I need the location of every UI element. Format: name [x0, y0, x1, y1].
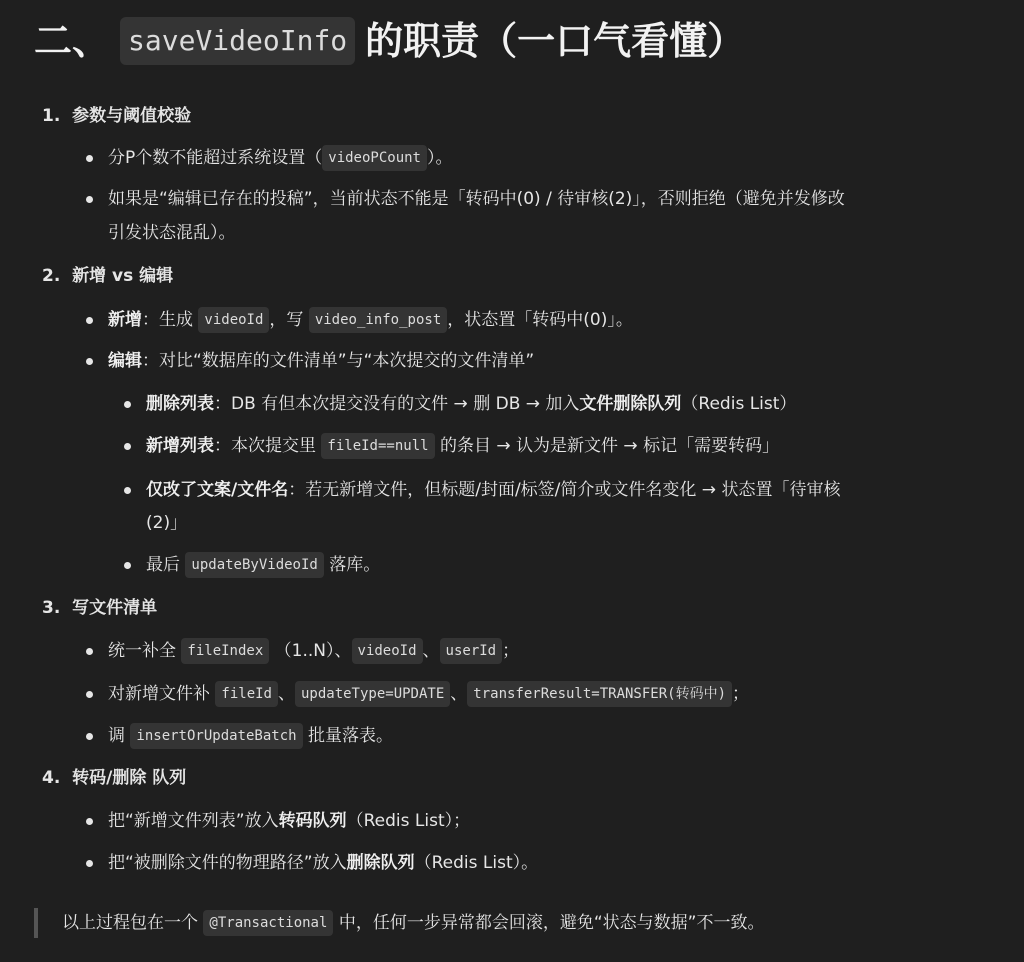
list-item: 分P个数不能超过系统设置（ videoPCount ）。: [108, 144, 452, 172]
section-4-title: 4. 转码/删除 队列: [42, 768, 187, 788]
inline-code: userId: [440, 638, 503, 664]
list-item: 对新增文件补 fileId 、 updateType=UPDATE 、 transferResult=TRANSFER(转码中) ；: [108, 680, 749, 708]
list-item: 把“被删除文件的物理路径”放入删除队列（Redis List）。: [108, 853, 539, 873]
heading-prefix: 二、: [34, 19, 111, 63]
inline-code: transferResult=TRANSFER(转码中): [467, 681, 732, 707]
list-item: 如果是“编辑已存在的投稿”，当前状态不能是「转码中(0) / 待审核(2)」，否则拒绝（避免并发修改: [108, 189, 845, 209]
bullet: [124, 401, 131, 408]
section-2-title: 2. 新增 vs 编辑: [42, 266, 174, 286]
blockquote: 以上过程包在一个 @Transactional 中，任何一步异常都会回滚，避免“状态与数据”不一致。: [62, 909, 764, 937]
inline-code: insertOrUpdateBatch: [130, 723, 302, 749]
section-3-title: 3. 写文件清单: [42, 598, 158, 618]
inline-code: fileIndex: [181, 638, 269, 664]
sub-list-item: 新增列表：本次提交里 fileId==null 的条目 → 认为是新文件 → 标记「需要转码」: [146, 432, 779, 460]
bullet: [124, 443, 131, 450]
sub-list-item-continuation: (2)」: [146, 513, 188, 533]
blockquote-bar: [34, 908, 38, 938]
sub-list-item: 最后 updateByVideoId 落库。: [146, 551, 380, 579]
bullet: [86, 358, 93, 365]
bullet: [124, 562, 131, 569]
inline-code: @Transactional: [203, 910, 333, 936]
list-item: 调 insertOrUpdateBatch 批量落表。: [108, 722, 393, 750]
bullet: [124, 487, 131, 494]
bullet: [86, 648, 93, 655]
heading-code: saveVideoInfo: [120, 17, 355, 65]
bullet: [86, 317, 93, 324]
sub-list-item: 删除列表：DB 有但本次提交没有的文件 → 删 DB → 加入文件删除队列（Redis List）: [146, 394, 797, 414]
list-item: 把“新增文件列表”放入转码队列（Redis List）；: [108, 811, 471, 831]
bullet: [86, 196, 93, 203]
bullet: [86, 860, 93, 867]
section-1-title: 1. 参数与阈值校验: [42, 106, 192, 126]
list-item: 统一补全 fileIndex （1..N）、 videoId 、 userId ；: [108, 637, 519, 665]
inline-code: updateByVideoId: [185, 552, 323, 578]
sub-list-item: 仅改了文案/文件名：若无新增文件，但标题/封面/标签/简介或文件名变化 → 状态置「待审核: [146, 480, 841, 500]
page-heading: [34, 10, 745, 72]
heading-suffix: 的职责（一口气看懂）: [365, 19, 746, 63]
inline-code: fileId==null: [321, 433, 434, 459]
inline-code: videoId: [198, 307, 269, 333]
inline-code: videoId: [352, 638, 423, 664]
inline-code: fileId: [215, 681, 278, 707]
inline-code: video_info_post: [309, 307, 447, 333]
bullet: [86, 155, 93, 162]
bullet: [86, 691, 93, 698]
list-item: 新增：生成 videoId ，写 video_info_post ，状态置「转码中(0)」。: [108, 306, 633, 334]
bullet: [86, 818, 93, 825]
list-item: 编辑：对比“数据库的文件清单”与“本次提交的文件清单”: [108, 351, 535, 371]
inline-code: updateType=UPDATE: [295, 681, 450, 707]
inline-code: videoPCount: [322, 145, 427, 171]
list-item-continuation: 引发状态混乱）。: [108, 223, 236, 243]
bullet: [86, 733, 93, 740]
